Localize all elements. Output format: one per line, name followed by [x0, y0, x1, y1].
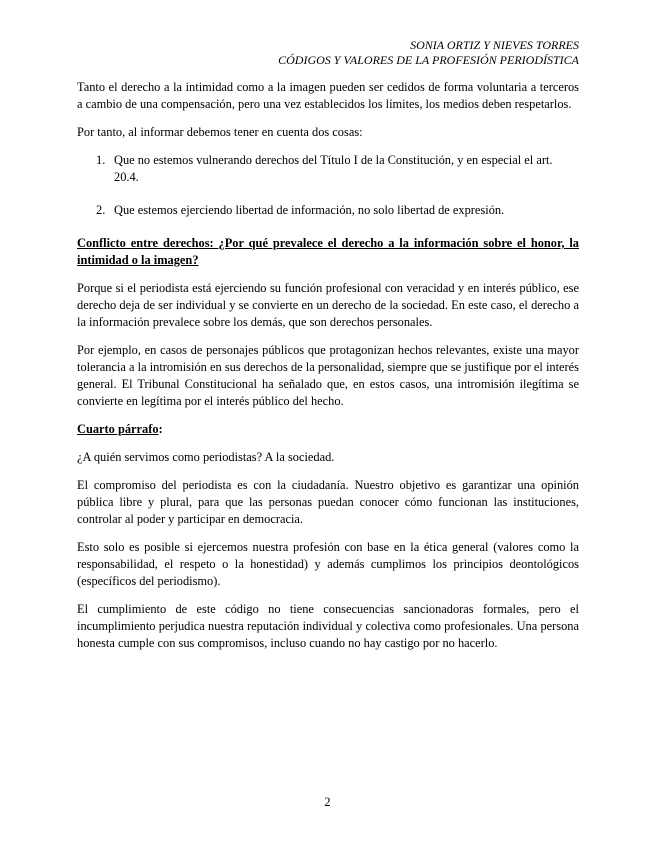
- page-number: 2: [324, 795, 331, 809]
- list-item: [77, 202, 579, 219]
- section-heading-cuarto-text: Cuarto párrafo: [77, 422, 159, 436]
- numbered-list: [77, 152, 579, 219]
- paragraph-porque: Porque si el periodista está ejerciendo su función profesional con veracidad y en interés público, ese derecho deja de ser individual y se convierte en un derecho de la sociedad. En este caso, el derecho a la información prevalece sobre los demás, que son derechos personales.: [77, 281, 579, 329]
- list-item-text: Que no estemos vulnerando derechos del Título I de la Constitución, y en especial el art. 20.4.: [114, 153, 553, 184]
- paragraph-cumplimiento: El cumplimiento de este código no tiene consecuencias sancionadoras formales, pero el incumplimiento perjudica nuestra reputación individual y colectiva como profesionales. Una persona honesta cumple con sus compromisos, incluso cuando no hay castigo por no hacerlo.: [77, 602, 579, 650]
- paragraph-por-ejemplo: Por ejemplo, en casos de personajes públicos que protagonizan hechos relevantes, existe una mayor tolerancia a la intromisión en sus derechos de la personalidad, siempre que se justifique por el interés general. El Tribunal Constitucional ha señalado que, en estos casos, una intromisión ilegítima se convierte en legítima por el interés público del hecho.: [77, 343, 579, 408]
- header-title: CÓDIGOS Y VALORES DE LA PROFESIÓN PERIODÍSTICA: [278, 53, 579, 67]
- section-heading-cuarto: [77, 421, 579, 438]
- paragraph-a-quien: ¿A quién servimos como periodistas? A la sociedad.: [77, 450, 335, 464]
- header-authors: SONIA ORTIZ Y NIEVES TORRES: [410, 38, 579, 52]
- list-item: [77, 152, 579, 186]
- paragraph-compromiso: El compromiso del periodista es con la ciudadanía. Nuestro objetivo es garantizar una opinión pública libre y plural, para que las personas puedan conocer cómo funcionan las instituciones, controlar al poder y participar en democracia.: [77, 478, 579, 526]
- paragraph-etica: Esto solo es posible si ejercemos nuestra profesión con base en la ética general (valores como la responsabilidad, el respeto o la honestidad) y además cumplimos los principios deontológicos (específicos del periodismo).: [77, 540, 579, 588]
- list-item-text: Que estemos ejerciendo libertad de información, no solo libertad de expresión.: [114, 203, 505, 217]
- list-item-number: 1.: [96, 153, 106, 167]
- page-header: [278, 38, 579, 68]
- paragraph-intimidad: Tanto el derecho a la intimidad como a la imagen pueden ser cedidos de forma voluntaria a terceros a cambio de una compensación, pero una vez establecidos los límites, los medios deben respetarlos.: [77, 80, 579, 111]
- section-heading-conflicto: Conflicto entre derechos: ¿Por qué prevalece el derecho a la información sobre el honor, la intimidad o la imagen?: [77, 236, 579, 267]
- section-heading-cuarto-colon: :: [158, 422, 163, 436]
- paragraph-por-tanto: Por tanto, al informar debemos tener en cuenta dos cosas:: [77, 125, 363, 139]
- list-item-number: 2.: [96, 203, 106, 217]
- document-body: [77, 79, 579, 663]
